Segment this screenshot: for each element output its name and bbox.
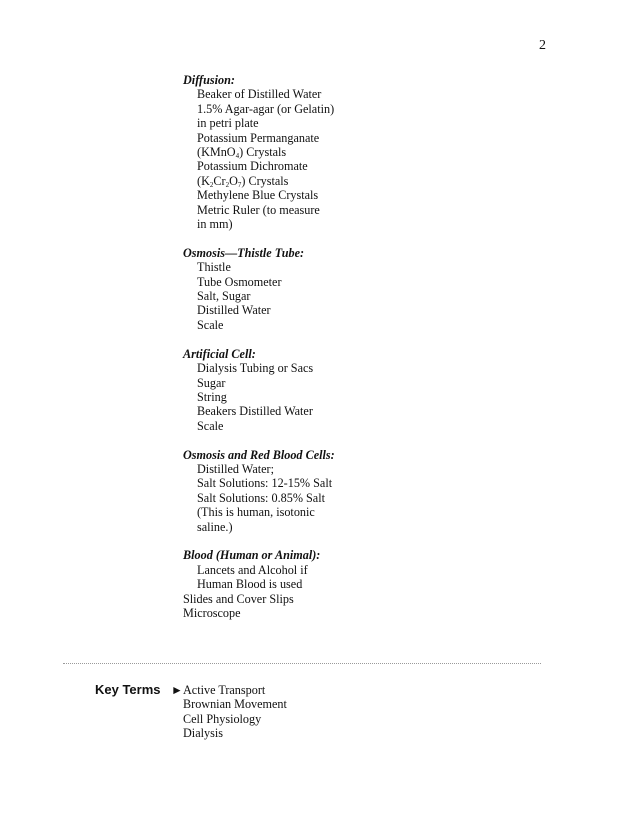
section-heading: Osmosis—Thistle Tube:	[183, 245, 305, 260]
list-item: (This is human, isotonic	[197, 505, 315, 520]
section-osmosis-thistle-tube	[183, 246, 513, 332]
list-item: in petri plate	[197, 116, 259, 131]
section-artificial-cell	[183, 347, 513, 433]
list-item: Beakers Distilled Water	[197, 404, 313, 419]
list-item: Dialysis Tubing or Sacs	[197, 361, 314, 376]
list-item: Lancets and Alcohol if	[197, 562, 308, 577]
list-item: Sugar	[197, 375, 226, 390]
section-diffusion	[183, 73, 513, 231]
list-item: Potassium Dichromate	[197, 159, 308, 174]
list-item: Potassium Permanganate	[197, 130, 320, 145]
section-heading: Blood (Human or Animal):	[183, 548, 321, 563]
list-item-chemical: (KMnO$_4$) Crystals	[197, 145, 287, 161]
section-heading: Diffusion:	[183, 73, 235, 87]
key-term: Dialysis	[183, 726, 223, 741]
list-item: saline.)	[197, 519, 233, 534]
list-item: Beaker of Distilled Water	[197, 87, 322, 102]
section-heading: Artificial Cell:	[183, 346, 256, 361]
list-item: Salt Solutions: 0.85% Salt	[197, 490, 325, 505]
list-item: Distilled Water;	[197, 461, 274, 476]
list-item: Metric Ruler (to measure	[197, 202, 320, 217]
page-number: 2	[539, 38, 546, 53]
key-term: Cell Physiology	[183, 711, 262, 726]
section-blood	[183, 548, 513, 620]
list-item: Scale	[197, 418, 224, 433]
section-heading: Osmosis and Red Blood Cells:	[183, 447, 335, 462]
list-item: Thistle	[197, 260, 231, 275]
section-divider	[63, 663, 541, 664]
list-item: Human Blood is used	[197, 577, 303, 592]
list-item: Methylene Blue Crystals	[197, 188, 319, 203]
list-item: Tube Osmometer	[197, 274, 282, 289]
list-item-chemical: $(K_2Cr_2O_7)$ Crystals	[197, 173, 289, 189]
list-item: Slides and Cover Slips	[183, 591, 294, 606]
key-terms-list	[183, 683, 287, 741]
list-item: 1.5% Agar-agar (or Gelatin)	[197, 101, 335, 116]
arrow-right-icon: ►	[171, 683, 183, 697]
key-term: Brownian Movement	[183, 697, 287, 712]
key-terms-label: Key Terms	[95, 682, 161, 697]
list-item: Salt, Sugar	[197, 289, 251, 304]
list-item: Distilled Water	[197, 303, 271, 318]
list-item: Scale	[197, 317, 224, 332]
materials-list	[183, 73, 513, 635]
list-item: String	[197, 389, 227, 404]
list-item: in mm)	[197, 217, 233, 232]
section-osmosis-red-blood-cells	[183, 448, 513, 534]
list-item: Salt Solutions: 12-15% Salt	[197, 476, 333, 491]
key-term: Active Transport	[183, 683, 266, 697]
list-item: Microscope	[183, 605, 241, 620]
